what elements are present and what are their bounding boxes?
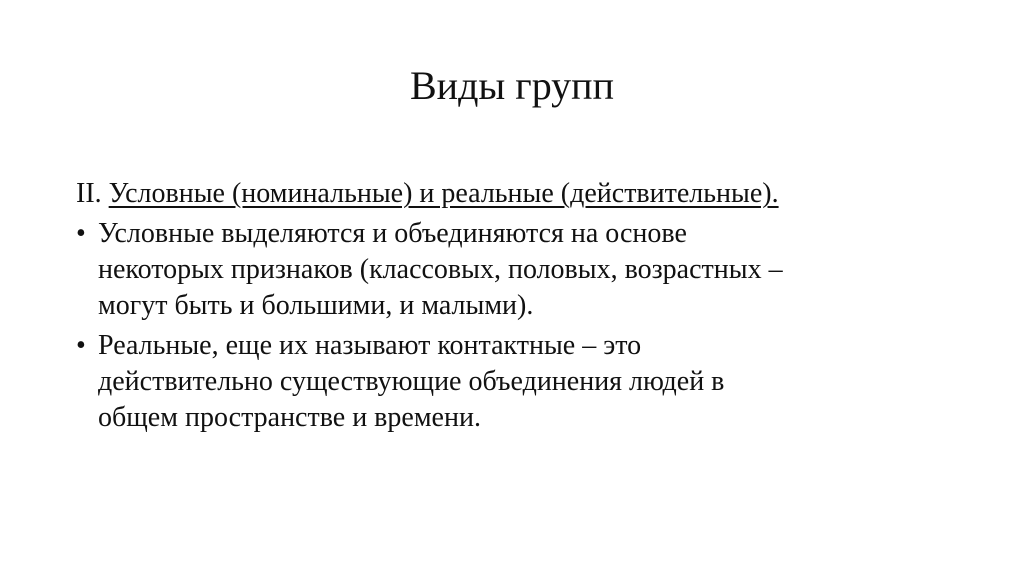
bullet-text-line: могут быть и большими, и малыми). [98, 290, 534, 321]
bullet-text-line: некоторых признаков (классовых, половых, возрастных – [98, 254, 783, 285]
slide-content [76, 176, 956, 440]
section-heading: Условные (номинальные) и реальные (действительные). [108, 178, 779, 209]
slide-title: Виды групп [409, 63, 614, 108]
section-number: II. [76, 178, 102, 209]
bullet-text-line: Условные выделяются и объединяются на основе [98, 218, 687, 249]
bullet-item [76, 216, 956, 324]
bullet-text-line: общем пространстве и времени. [98, 402, 481, 433]
bullet-text-line: действительно существующие объединения людей в [98, 366, 725, 397]
bullet-text-line: Реальные, еще их называют контактные – это [98, 330, 642, 361]
bullet-mark: • [76, 218, 86, 249]
section-heading-line [76, 176, 956, 212]
bullet-item [76, 328, 956, 436]
bullet-mark: • [76, 330, 86, 361]
